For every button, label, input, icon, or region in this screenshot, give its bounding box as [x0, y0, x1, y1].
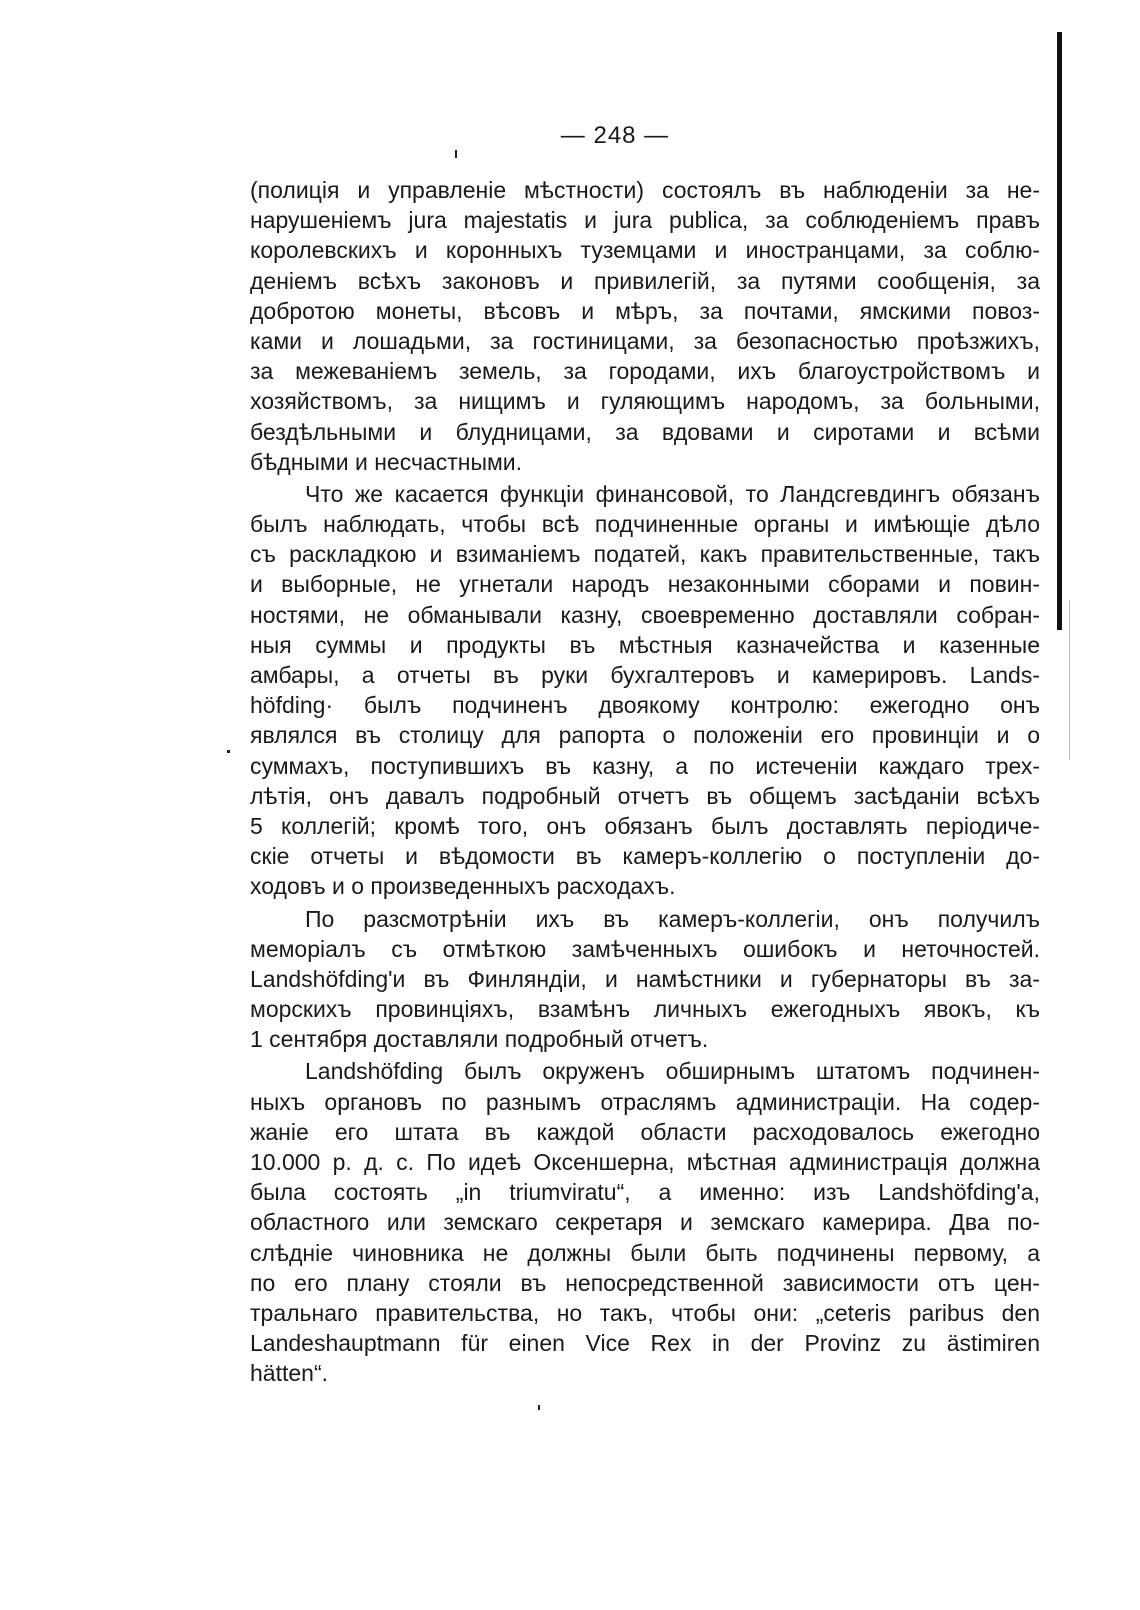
paragraph-1: [250, 175, 1040, 477]
text-line: бездѣльными и блудницами, за вдовами и сиротами и всѣми: [250, 418, 1040, 445]
text-line: лѣтія, онъ давалъ подробный отчетъ въ общемъ засѣданіи всѣхъ: [250, 782, 1040, 809]
text-line: королевскихъ и коронныхъ туземцами и иностранцами, за соблю-: [250, 237, 1040, 264]
text-line: höfding· былъ подчиненъ двоякому контролю: ежегодно онъ: [250, 692, 1040, 719]
text-line: 10.000 р. д. с. По идеѣ Оксеншерна, мѣстная администрація должна: [250, 1149, 1040, 1175]
text-line: являлся въ столицу для рапорта о положеніи его провинціи и о: [250, 722, 1040, 749]
scan-speck: [455, 150, 457, 158]
text-line: По разсмотрѣніи ихъ въ камеръ-коллегіи, онъ получилъ: [305, 905, 1040, 932]
text-line: по его плану стояли въ непосредственной зависимости отъ цен-: [250, 1269, 1040, 1296]
text-line: жаніе его штата въ каждой области расходовалось ежегодно: [250, 1118, 1040, 1145]
text-line: бѣдными и несчастными.: [250, 448, 523, 475]
text-line: ками и лошадьми, за гостиницами, за безопасностью проѣзжихъ,: [250, 327, 1040, 354]
text-line: Landshöfding былъ окруженъ обширнымъ штатомъ подчинен-: [305, 1058, 1040, 1085]
text-line: добротою монеты, вѣсовъ и мѣръ, за почтами, ямскими повоз-: [250, 297, 1040, 324]
text-line: ностями, не обманывали казну, своевременно доставляли собран-: [250, 601, 1040, 628]
text-line: хозяйствомъ, за нищимъ и гуляющимъ народомъ, за больными,: [250, 388, 1040, 415]
text-line: ходовъ и о произведенныхъ расходахъ.: [250, 873, 676, 900]
paragraph-3: [250, 904, 1040, 1055]
paragraph-2: [250, 479, 1040, 902]
scan-speck: [227, 750, 230, 753]
text-line: 5 коллегій; кромѣ того, онъ обязанъ былъ доставлять періодиче-: [250, 812, 1040, 839]
scan-edge-line: [1069, 600, 1070, 760]
text-line: нарушеніемъ jura majestatis и jura publica, за соблюденіемъ правъ: [250, 207, 1040, 234]
text-line: 1 сентября доставляли подробный отчетъ.: [250, 1026, 709, 1053]
text-line: областного или земскаго секретаря и земскаго камерира. Два по-: [250, 1209, 1040, 1236]
text-line: амбары, а отчеты въ руки бухгалтеровъ и камерировъ. Lands-: [250, 662, 1040, 688]
text-line: ныя суммы и продукты въ мѣстныя казначейства и казенные: [250, 631, 1040, 658]
scan-speck: [538, 1405, 540, 1410]
paragraph-4: [250, 1056, 1040, 1388]
text-line: суммахъ, поступившихъ въ казну, а по истеченіи каждаго трех-: [250, 752, 1040, 779]
text-line: меморіалъ съ отмѣткою замѣченныхъ ошибокъ и неточностей.: [250, 935, 1040, 962]
text-line: и выборные, не угнетали народъ незаконными сборами и повин-: [250, 571, 1040, 598]
text-line: деніемъ всѣхъ законовъ и привилегій, за путями сообщенія, за: [250, 267, 1040, 294]
text-line: съ раскладкою и взиманіемъ податей, какъ правительственные, такъ: [250, 541, 1040, 568]
text-line: скіе отчеты и вѣдомости въ камеръ-коллегію о поступленіи до-: [250, 843, 1040, 870]
page-number: — 248 —: [560, 122, 670, 149]
text-line: hätten“.: [250, 1360, 328, 1387]
text-line: Landshöfding'и въ Финляндіи, и намѣстники и губернаторы въ за-: [250, 965, 1040, 992]
text-line: морскихъ провинціяхъ, взамѣнъ личныхъ ежегодныхъ явокъ, къ: [250, 996, 1040, 1023]
text-line: Что же касается функціи финансовой, то Ландсгевдингъ обязанъ: [305, 480, 1040, 507]
text-line: тральнаго правительства, но такъ, чтобы они: „ceteris paribus den: [250, 1299, 1040, 1326]
text-line: (полиція и управленіе мѣстности) состоялъ въ наблюденіи за не-: [250, 177, 1040, 203]
text-line: за межеваніемъ земель, за городами, ихъ благоустройствомъ и: [250, 358, 1040, 385]
body-text: [250, 175, 1040, 1389]
text-line: слѣдніе чиновника не должны были быть подчинены первому, а: [250, 1239, 1040, 1266]
text-line: была состоять „in triumviratu“, а именно: изъ Landshöfding'a,: [250, 1179, 1040, 1206]
text-line: ныхъ органовъ по разнымъ отраслямъ администраціи. На содер-: [250, 1088, 1040, 1115]
text-line: былъ наблюдать, чтобы всѣ подчиненные органы и имѣющіе дѣло: [250, 511, 1040, 538]
text-line: Landeshauptmann für einen Vice Rex in der Provinz zu ästimiren: [250, 1330, 1040, 1357]
